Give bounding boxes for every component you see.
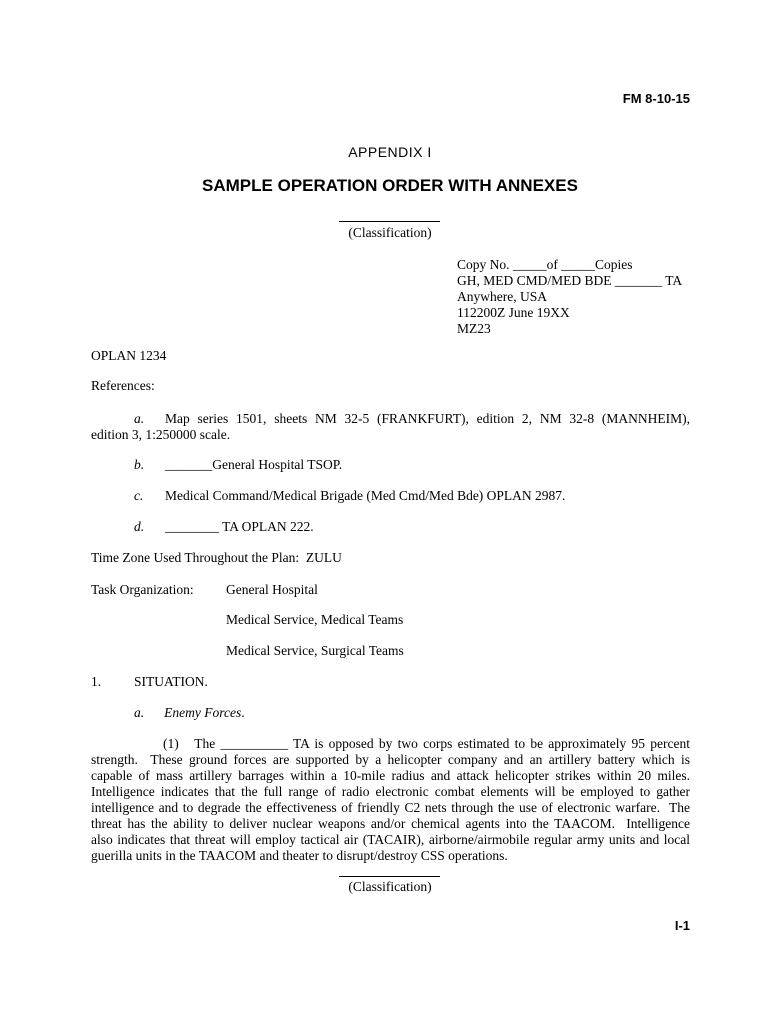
references-heading: References: xyxy=(91,378,155,393)
task-org-item-3: Medical Service, Surgical Teams xyxy=(226,643,404,658)
reference-b-text: _______General Hospital TSOP. xyxy=(165,457,343,472)
page-number: I-1 xyxy=(674,918,690,933)
enemy-forces-heading: a. Enemy Forces. xyxy=(134,705,245,720)
classification-top: (Classification) xyxy=(348,225,432,240)
time-zone: Time Zone Used Throughout the Plan: ZULU xyxy=(91,550,342,565)
paragraph-line-5: intelligence and to degrade the effectiveness of friendly C2 nets through the use of electronic warfare. The xyxy=(91,800,690,815)
unit-line: GH, MED CMD/MED BDE _______ TA xyxy=(457,273,683,288)
enemy-forces-paragraph xyxy=(91,736,690,864)
classification-rule-top xyxy=(339,221,440,222)
task-org-item-2: Medical Service, Medical Teams xyxy=(226,612,404,627)
location-line: Anywhere, USA xyxy=(457,289,547,304)
document-id: FM 8-10-15 xyxy=(622,91,690,106)
situation-heading: SITUATION. xyxy=(134,674,208,689)
copy-block xyxy=(457,257,697,337)
classification-rule-bottom xyxy=(339,876,440,877)
appendix-label: APPENDIX I xyxy=(348,144,432,160)
paragraph-line-6: threat has the ability to deliver nuclear weapons and/or chemical agents into the TAACOM. Intelligence xyxy=(91,816,690,831)
situation-number: 1. xyxy=(91,674,102,689)
copy-number-line: Copy No. _____of _____Copies xyxy=(457,257,633,272)
paragraph-line-1: (1) The __________ TA is opposed by two corps estimated to be approximately 95 percent xyxy=(163,736,690,751)
reference-c-text: Medical Command/Medical Brigade (Med Cmd/Med Bde) OPLAN 2987. xyxy=(165,488,566,503)
page-title: SAMPLE OPERATION ORDER WITH ANNEXES xyxy=(202,176,578,195)
classification-bottom: (Classification) xyxy=(348,879,432,894)
paragraph-line-4: Intelligence indicates that the full range of radio electronic combat elements will be employed to gather xyxy=(91,784,690,799)
reference-a-letter: a. xyxy=(134,411,145,426)
reference-a-text: Map series 1501, sheets NM 32-5 (FRANKFURT), edition 2, NM 32-8 (MANNHEIM), xyxy=(165,411,690,426)
paragraph-line-7: also indicates that threat will employ tactical air (TACAIR), airborne/airmobile regular army units and local xyxy=(91,832,690,847)
paragraph-line-8: guerilla units in the TAACOM and theater to disrupt/destroy CSS operations. xyxy=(91,848,508,863)
reference-c-letter: c. xyxy=(134,488,144,503)
task-org-item-1: General Hospital xyxy=(226,582,318,597)
date-time-group: 112200Z June 19XX xyxy=(457,305,570,320)
message-reference: MZ23 xyxy=(457,321,491,336)
reference-d-text: ________ TA OPLAN 222. xyxy=(165,519,314,534)
paragraph-line-2: strength. These ground forces are supported by a helicopter company and an artillery battery which is xyxy=(91,752,690,767)
reference-a-continuation: edition 3, 1:250000 scale. xyxy=(91,427,231,442)
reference-b-letter: b. xyxy=(134,457,145,472)
reference-d-letter: d. xyxy=(134,519,145,534)
task-organization-label: Task Organization: xyxy=(91,582,194,597)
oplan-number: OPLAN 1234 xyxy=(91,348,167,363)
paragraph-line-3: capable of mass artillery barrages within a 10-mile radius and attack helicopter strikes within 20 miles. xyxy=(91,768,690,783)
